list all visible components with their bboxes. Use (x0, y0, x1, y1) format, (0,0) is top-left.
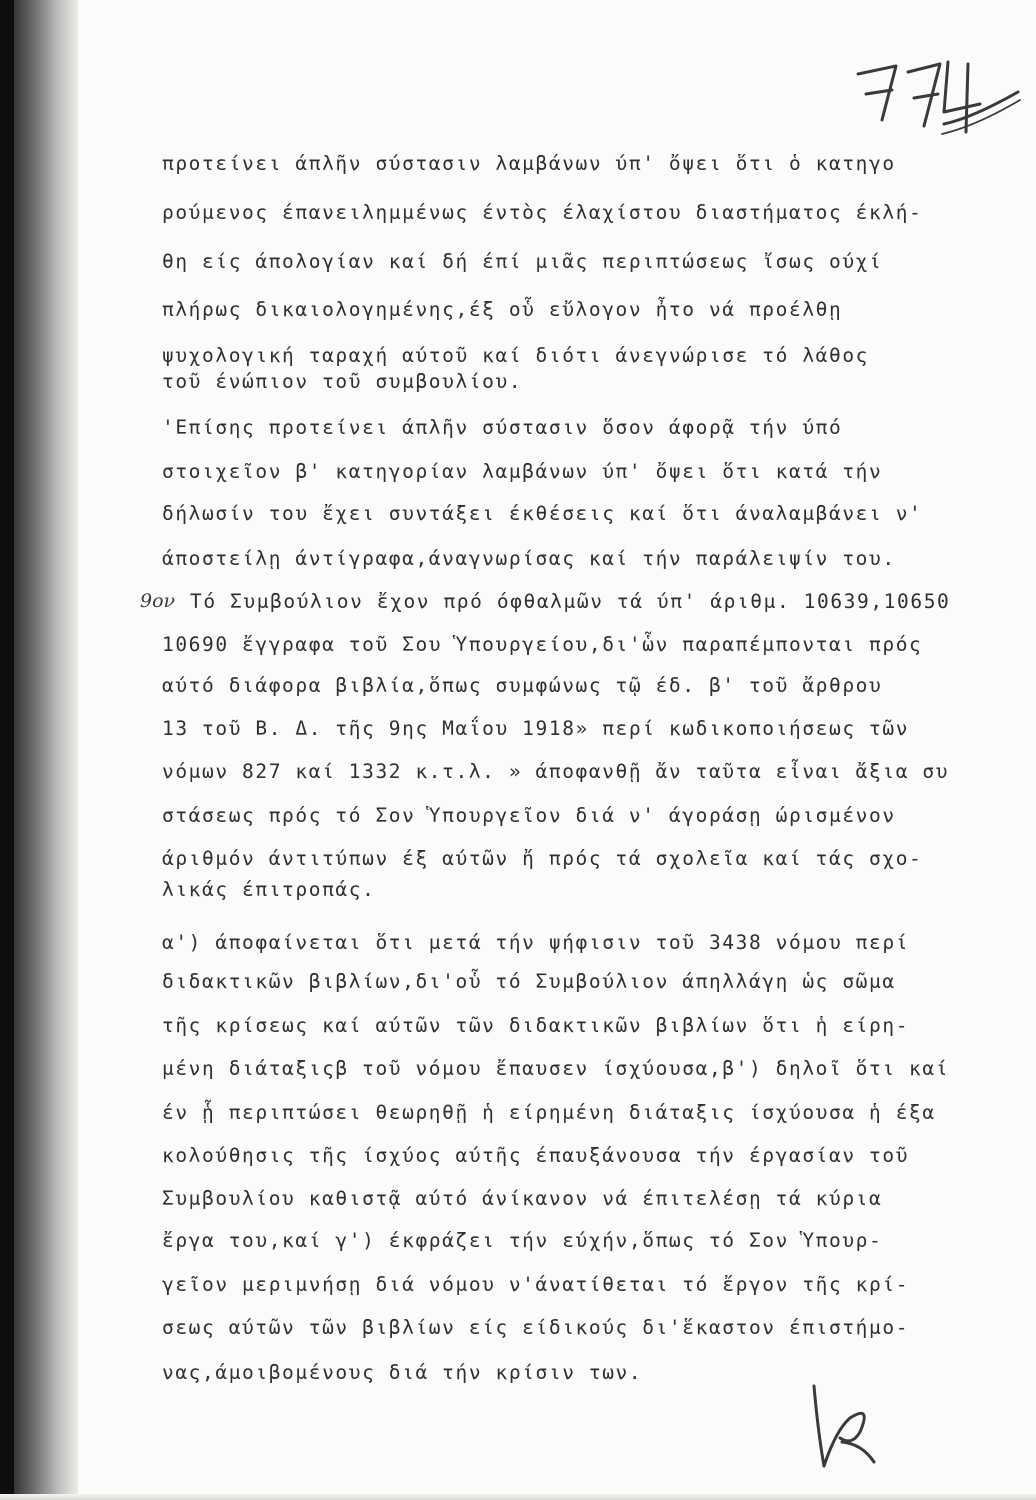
text-line: γεῖον μεριμνήσῃ διά νόμου ν'άνατίθεται τό ἔργον τῆς κρί- (162, 1273, 910, 1296)
signature-drawing (800, 1372, 890, 1472)
handwritten-signature (800, 1372, 890, 1472)
text-line: τῆς κρίσεως καί αύτῶν τῶν διδακτικῶν βιβλίων ὅτι ἡ είρη- (162, 1014, 910, 1037)
text-line: θη είς άπολογίαν καί δή έπί μιᾶς περιπτώσεως ἴσως ούχί (162, 250, 883, 273)
text-line: στοιχεῖον β' κατηγορίαν λαμβάνων ύπ' ὄψει ὅτι κατά τήν (162, 460, 883, 483)
text-line: άποστείλῃ άντίγραφα,άναγνωρίσας καί τήν παράλειψίν του. (162, 547, 896, 570)
text-line: Συμβουλίου καθιστᾷ αύτό άνίκανον νά έπιτελέσῃ τά κύρια (162, 1187, 883, 1210)
text-line: ἔργα του,καί γ') έκφράζει τήν εύχήν,ὅπως τό Σον Ὑπουρ- (162, 1229, 883, 1252)
text-line: 13 τοῦ Β. Δ. τῆς 9ης Μαΐου 1918» περί κωδικοποιήσεως τῶν (162, 717, 910, 740)
text-line: ρούμενος έπανειλημμένως έντὸς έλαχίστου διαστήματος έκλή- (162, 201, 923, 224)
text-line: λικάς έπιτροπάς. (162, 878, 376, 901)
text-line: νας,άμοιβομένους διά τήν κρίσιν των. (162, 1361, 643, 1384)
text-line: νόμων 827 καί 1332 κ.τ.λ. » άποφανθῇ ἄν ταῦτα εἶναι ἄξια συ (162, 760, 950, 783)
text-line: προτείνει άπλῆν σύστασιν λαμβάνων ύπ' ὄψει ὅτι ὁ κατηγο (162, 152, 896, 175)
text-line: δήλωσίν του ἔχει συντάξει έκθέσεις καί ὅτι άναλαμβάνει ν' (162, 502, 923, 525)
text-line: πλήρως δικαιολογημένης,έξ οὗ εὔλογον ἦτο νά προέλθῃ (162, 298, 843, 321)
text-line: 10690 ἔγγραφα τοῦ Σου Ὑπουργείου,δι'ὧν παραπέμπονται πρός (162, 633, 923, 656)
text-line: διδακτικῶν βιβλίων,δι'οὗ τό Συμβούλιον άπηλλάγη ὡς σῶμα (162, 970, 896, 993)
text-line: 'Επίσης προτείνει άπλῆν σύστασιν ὅσον άφορᾷ τήν ύπό (162, 416, 843, 439)
text-line: α') άποφαίνεται ὅτι μετά τήν ψήφισιν τοῦ 3438 νόμου περί (162, 931, 910, 954)
text-line: σεως αύτῶν τῶν βιβλίων είς είδικούς δι'ἕκαστον έπιστήμο- (162, 1316, 910, 1339)
text-line: μένη διάταξιςβ τοῦ νόμου ἔπαυσεν ίσχύουσα,β') δηλοῖ ὅτι καί (162, 1057, 950, 1080)
text-line: έν ᾗ περιπτώσει θεωρηθῇ ἡ είρημένη διάταξις ίσχύουσα ἡ έξα (162, 1101, 936, 1124)
text-line: τοῦ ένώπιον τοῦ συμβουλίου. (162, 370, 523, 393)
text-line: αύτό διάφορα βιβλία,ὅπως συμφώνως τῷ έδ. β' τοῦ ἄρθρου (162, 674, 883, 697)
text-line: άριθμόν άντιτύπων έξ αύτῶν ἤ πρός τά σχολεῖα καί τάς σχο- (162, 847, 923, 870)
text-line: κολούθησις τῆς ίσχύος αύτῆς έπαυξάνουσα τήν έργασίαν τοῦ (162, 1144, 910, 1167)
text-line: στάσεως πρός τό Σον Ὑπουργεῖον διά ν' άγοράσῃ ώρισμένον (162, 804, 896, 827)
text-line: ψυχολογική ταραχή αύτοῦ καί διότι άνεγνώρισε τό λάθος (162, 344, 870, 367)
text-line: Τό Συμβούλιον ἔχον πρό όφθαλμῶν τά ύπ' άριθμ. 10639,10650 (190, 590, 951, 613)
margin-note: 9ον (140, 590, 176, 612)
